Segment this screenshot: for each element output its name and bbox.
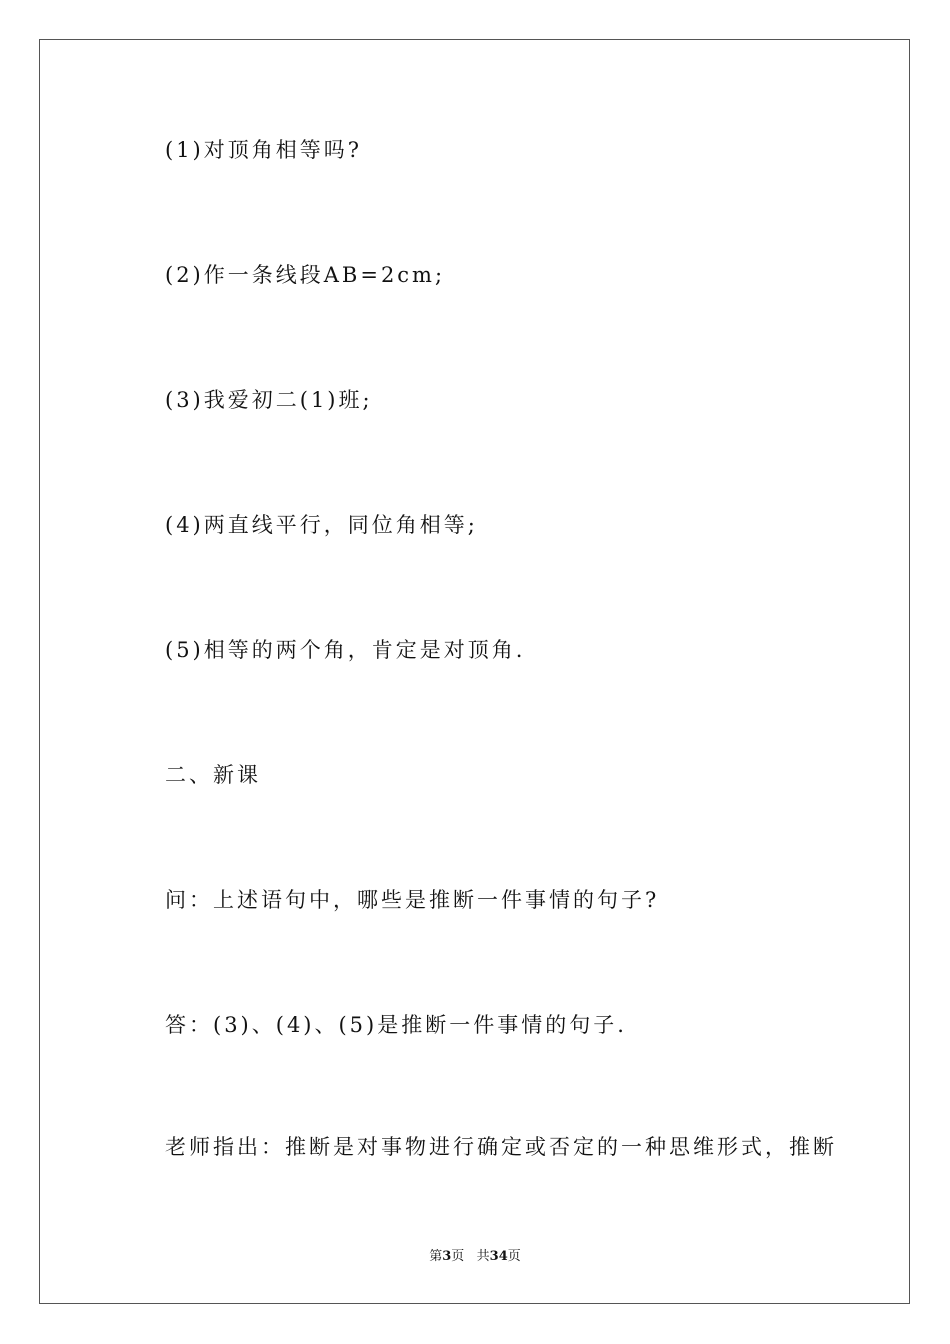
page-footer xyxy=(0,1250,950,1263)
page-border xyxy=(39,39,910,1304)
question-2: (2)作一条线段AB=2cm; xyxy=(165,263,446,287)
footer-current-page: 3 xyxy=(442,1249,452,1264)
section-heading: 二、新课 xyxy=(165,763,261,787)
footer-suffix: 页 xyxy=(507,1249,521,1264)
footer-total-pages: 34 xyxy=(489,1249,508,1264)
question-1: (1)对顶角相等吗? xyxy=(165,138,363,162)
question-3: (3)我爱初二(1)班; xyxy=(165,388,373,412)
question-5: (5)相等的两个角，肯定是对顶角. xyxy=(165,638,526,662)
footer-prefix: 第 xyxy=(429,1249,443,1264)
question-4: (4)两直线平行，同位角相等; xyxy=(165,513,478,537)
footer-middle: 页 共 xyxy=(451,1249,490,1264)
question-paragraph: 问：上述语句中，哪些是推断一件事情的句子? xyxy=(165,888,660,912)
answer-paragraph: 答：(3)、(4)、(5)是推断一件事情的句子. xyxy=(165,1013,627,1037)
teacher-note-paragraph: 老师指出：推断是对事物进行确定或否定的一种思维形式，推断 xyxy=(165,1135,837,1159)
